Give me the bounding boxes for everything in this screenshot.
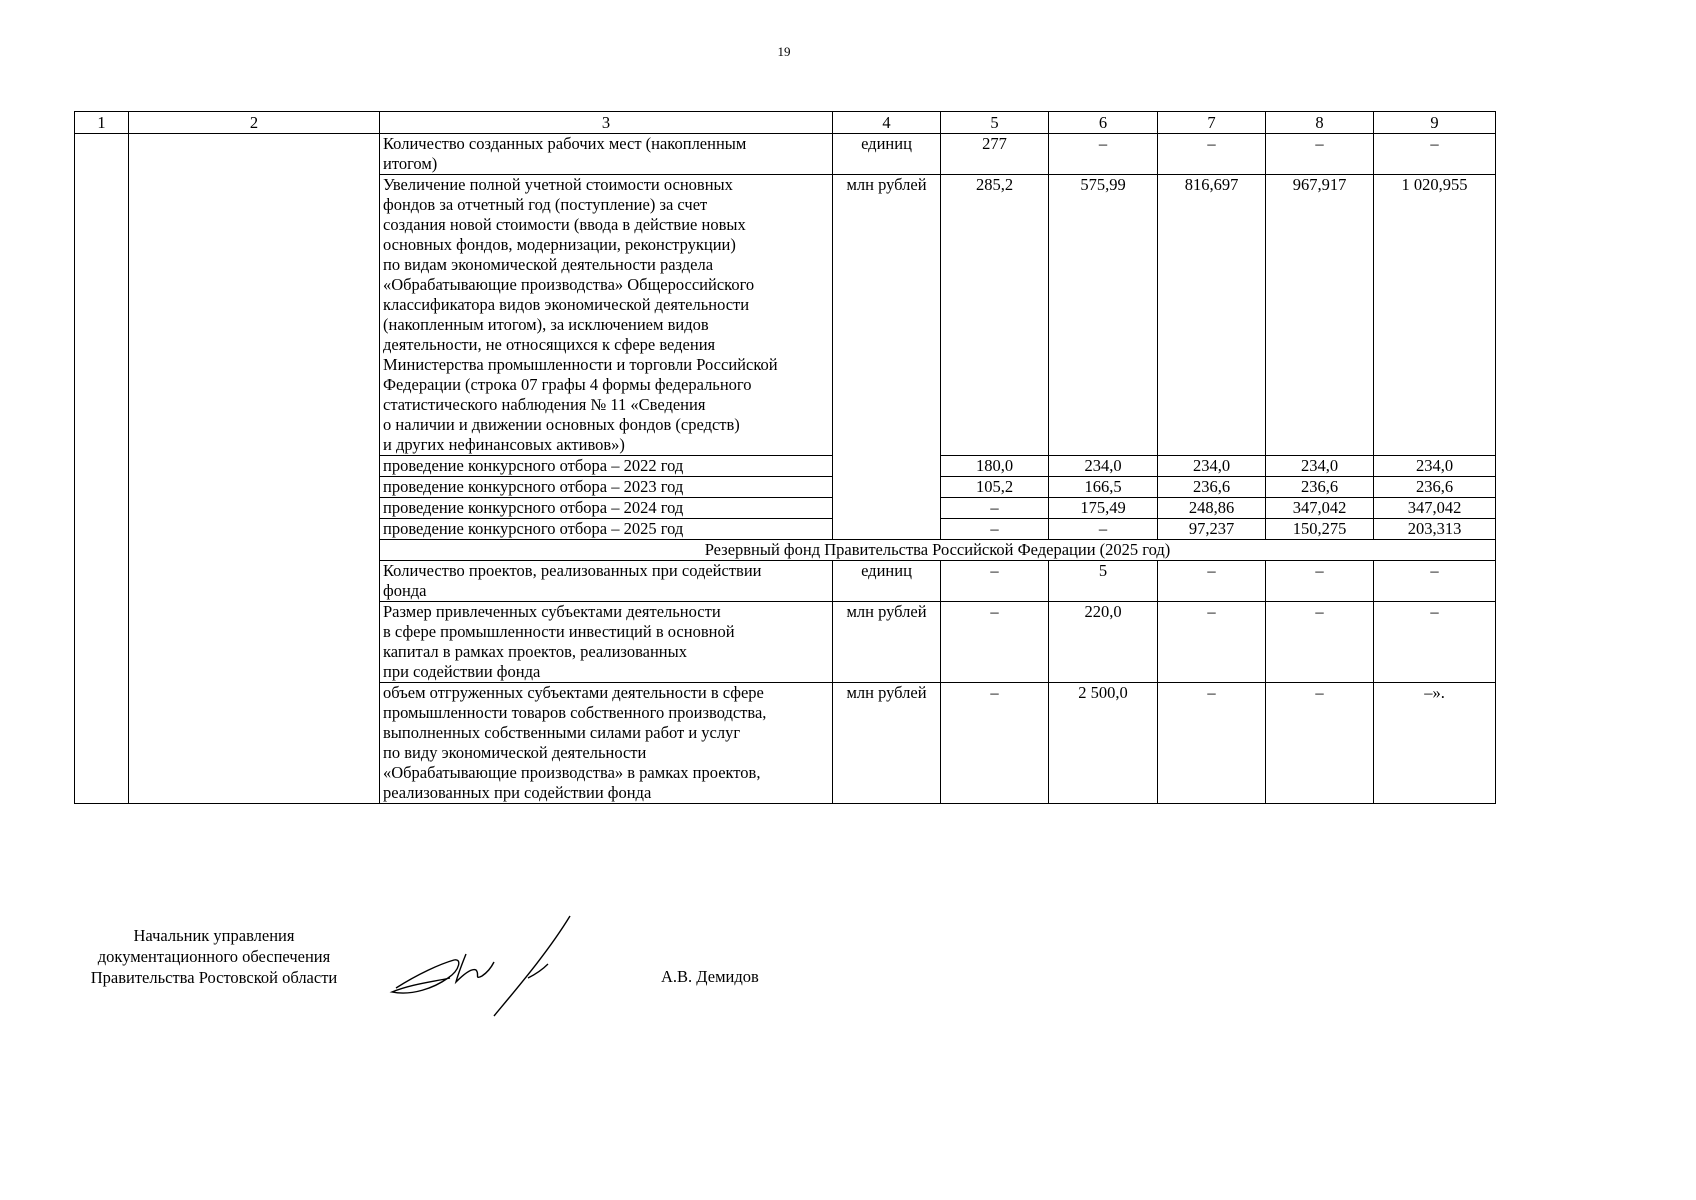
signer-position: [74, 925, 354, 988]
value-cell: 220,0: [1049, 602, 1158, 683]
value-cell: 285,2: [941, 175, 1049, 456]
column-header: 3: [380, 112, 833, 134]
value-cell: 234,0: [1374, 456, 1496, 477]
value-cell: –: [941, 561, 1049, 602]
value-cell: 175,49: [1049, 498, 1158, 519]
value-cell: 575,99: [1049, 175, 1158, 456]
value-cell: 5: [1049, 561, 1158, 602]
value-cell: –: [1158, 134, 1266, 175]
column-header: 1: [75, 112, 129, 134]
column-header: 8: [1266, 112, 1374, 134]
indicator-cell: Увеличение полной учетной стоимости основных фондов за отчетный год (поступление) за счет создания новой стоимости (ввода в действие новых основных фондов, модернизации, реконструкции) по видам экономической деятельности раздела «Обрабатывающие производства» Общероссийского классификатора видов экономической деятельности (накопленным итогом), за исключением видов деятельности, не относящихся к сфере ведения Министерства промышленности и торговли Российской Федерации (строка 07 графы 4 формы федерального статистического наблюдения № 11 «Сведения о наличии и движении основных фондов (средств) и других нефинансовых активов»): [380, 175, 833, 456]
value-cell: 180,0: [941, 456, 1049, 477]
indicator-cell: проведение конкурсного отбора – 2025 год: [380, 519, 833, 540]
indicator-cell: Количество созданных рабочих мест (накопленным итогом): [380, 134, 833, 175]
indicator-cell: Размер привлеченных субъектами деятельности в сфере промышленности инвестиций в основной капитал в рамках проектов, реализованных при содействии фонда: [380, 602, 833, 683]
unit-cell: млн рублей: [833, 683, 941, 804]
column-2-cell: [129, 134, 380, 804]
column-header: 2: [129, 112, 380, 134]
table-header-row: [75, 112, 1496, 134]
value-cell: –: [1049, 519, 1158, 540]
indicators-table: [74, 111, 1496, 804]
column-header: 6: [1049, 112, 1158, 134]
value-cell: –: [941, 498, 1049, 519]
signer-position-line: документационного обеспечения: [97, 947, 331, 966]
unit-cell: млн рублей: [833, 175, 941, 540]
value-cell: 150,275: [1266, 519, 1374, 540]
value-cell: 105,2: [941, 477, 1049, 498]
value-cell: –: [941, 519, 1049, 540]
value-cell: 2 500,0: [1049, 683, 1158, 804]
value-cell: 1 020,955: [1374, 175, 1496, 456]
value-cell: 234,0: [1049, 456, 1158, 477]
section-title: Резервный фонд Правительства Российской Федерации (2025 год): [380, 540, 1496, 561]
handwritten-signature: [388, 912, 578, 1022]
value-cell: 816,697: [1158, 175, 1266, 456]
value-cell: –: [941, 683, 1049, 804]
value-cell: 203,313: [1374, 519, 1496, 540]
indicator-cell: проведение конкурсного отбора – 2023 год: [380, 477, 833, 498]
value-cell: –: [1374, 561, 1496, 602]
column-header: 9: [1374, 112, 1496, 134]
value-cell: –: [1158, 602, 1266, 683]
value-cell: –: [1266, 602, 1374, 683]
value-cell: –: [1266, 561, 1374, 602]
unit-cell: млн рублей: [833, 602, 941, 683]
value-cell: –: [1374, 134, 1496, 175]
column-header: 4: [833, 112, 941, 134]
value-cell: 236,6: [1266, 477, 1374, 498]
column-1-cell: [75, 134, 129, 804]
indicator-cell: проведение конкурсного отбора – 2022 год: [380, 456, 833, 477]
page-number: 19: [777, 44, 791, 59]
value-cell: –: [1374, 602, 1496, 683]
indicator-cell: проведение конкурсного отбора – 2024 год: [380, 498, 833, 519]
value-cell: –: [1266, 134, 1374, 175]
value-cell: –: [1158, 561, 1266, 602]
signer-position-line: Начальник управления: [133, 926, 295, 945]
value-cell: 967,917: [1266, 175, 1374, 456]
indicator-cell: Количество проектов, реализованных при содействии фонда: [380, 561, 833, 602]
value-cell: 347,042: [1266, 498, 1374, 519]
value-cell: 236,6: [1374, 477, 1496, 498]
value-cell: 248,86: [1158, 498, 1266, 519]
value-cell: –».: [1374, 683, 1496, 804]
unit-cell: единиц: [833, 134, 941, 175]
value-cell: 166,5: [1049, 477, 1158, 498]
value-cell: 234,0: [1158, 456, 1266, 477]
indicator-cell: объем отгруженных субъектами деятельности в сфере промышленности товаров собственного производства, выполненных собственными силами работ и услуг по виду экономической деятельности «Обрабатывающие производства» в рамках проектов, реализованных при содействии фонда: [380, 683, 833, 804]
unit-cell: единиц: [833, 561, 941, 602]
column-header: 5: [941, 112, 1049, 134]
value-cell: 234,0: [1266, 456, 1374, 477]
value-cell: –: [941, 602, 1049, 683]
column-header: 7: [1158, 112, 1266, 134]
value-cell: 347,042: [1374, 498, 1496, 519]
value-cell: –: [1049, 134, 1158, 175]
value-cell: –: [1158, 683, 1266, 804]
signer-position-line: Правительства Ростовской области: [90, 968, 338, 987]
value-cell: 97,237: [1158, 519, 1266, 540]
value-cell: 236,6: [1158, 477, 1266, 498]
table-row: [75, 134, 1496, 175]
value-cell: –: [1266, 683, 1374, 804]
signer-name: А.В. Демидов: [661, 967, 759, 986]
value-cell: 277: [941, 134, 1049, 175]
